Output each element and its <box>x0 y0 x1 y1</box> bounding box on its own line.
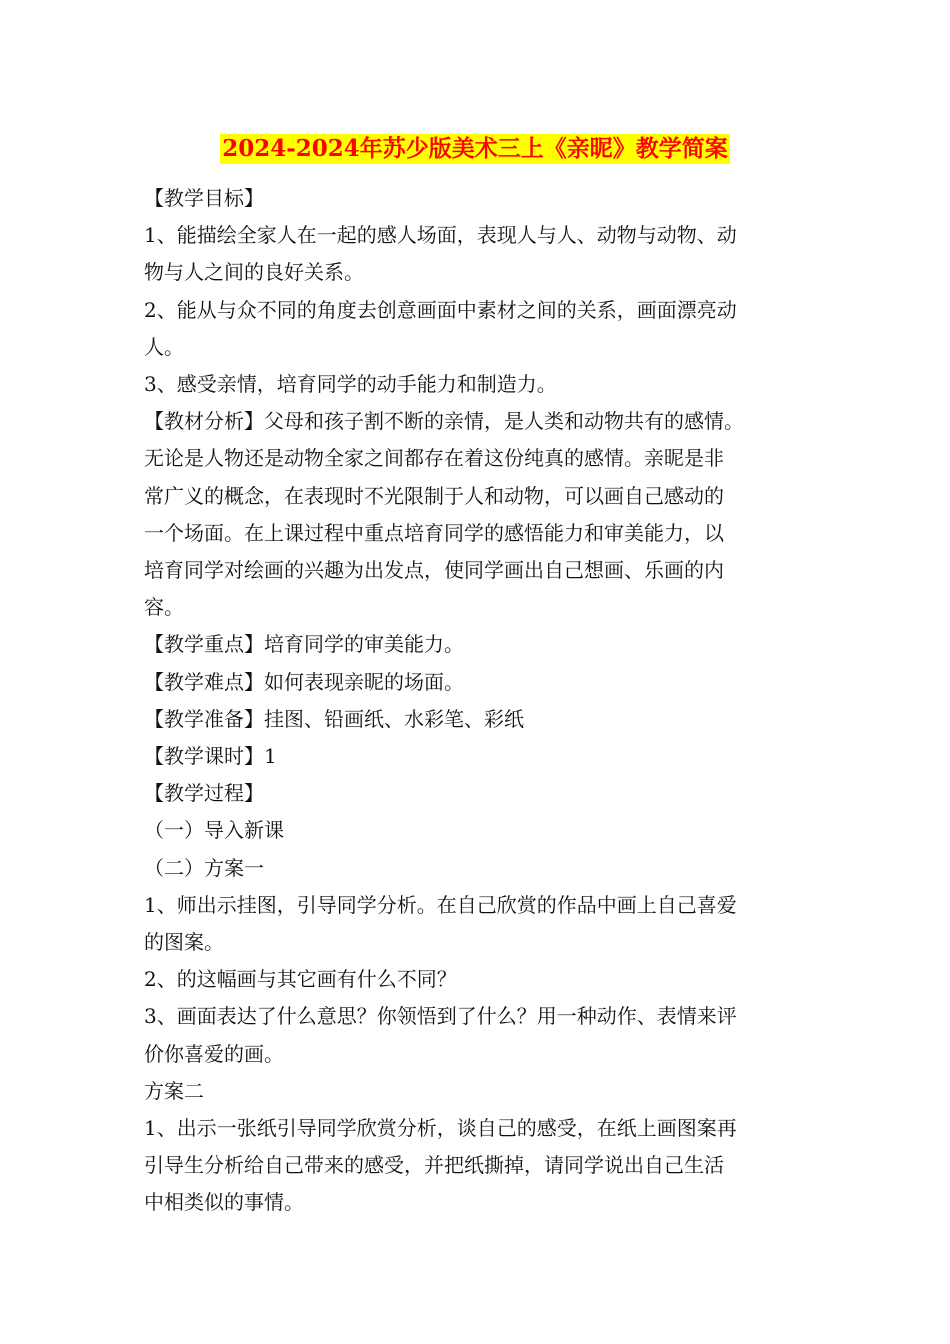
text-line: 【教学目标】 <box>144 186 264 210</box>
text-line: 1、能描绘全家人在一起的感人场面，表现人与人、动物与动物、动 <box>144 223 737 248</box>
text-line: 3、画面表达了什么意思？你领悟到了什么？用一种动作、表情来评 <box>144 1004 737 1029</box>
document-body <box>144 180 814 1222</box>
text-line: 【教材分析】父母和孩子割不断的亲情，是人类和动物共有的感情。 <box>144 409 744 434</box>
text-line: 引导生分析给自己带来的感受，并把纸撕掉，请同学说出自己生活 <box>144 1153 724 1178</box>
text-line: 2、能从与众不同的角度去创意画面中素材之间的关系，画面漂亮动 <box>144 297 737 322</box>
text-line: 容。 <box>144 595 184 620</box>
text-line: 【教学重点】培育同学的审美能力。 <box>144 632 464 657</box>
text-line: 常广义的概念，在表现时不光限制于人和动物，可以画自己感动的 <box>144 483 724 508</box>
text-line: 1、出示一张纸引导同学欣赏分析，谈自己的感受，在纸上画图案再 <box>144 1116 737 1141</box>
text-line: 一个场面。在上课过程中重点培育同学的感悟能力和审美能力，以 <box>144 520 724 545</box>
text-line: 培育同学对绘画的兴趣为出发点，使同学画出自己想画、乐画的内 <box>144 558 724 583</box>
text-line: 3、感受亲情，培育同学的动手能力和制造力。 <box>144 372 557 397</box>
text-line: 价你喜爱的画。 <box>144 1041 284 1066</box>
text-line: 物与人之间的良好关系。 <box>144 260 364 285</box>
text-line: 人。 <box>144 334 184 359</box>
text-line: 【教学过程】 <box>144 781 264 806</box>
text-line: 方案二 <box>144 1078 204 1103</box>
text-line: 的图案。 <box>144 930 224 955</box>
text-line: 【教学准备】挂图、铅画纸、水彩笔、彩纸 <box>144 706 524 731</box>
text-line: 1、师出示挂图，引导同学分析。在自己欣赏的作品中画上自己喜爱 <box>144 892 737 917</box>
document-title: 2024-2024年苏少版美术三上《亲昵》教学简案 <box>222 135 728 162</box>
text-line: 中相类似的事情。 <box>144 1190 304 1215</box>
title-container <box>0 134 950 164</box>
text-line: （二）方案一 <box>144 855 264 880</box>
text-line: 无论是人物还是动物全家之间都存在着这份纯真的感情。亲昵是非 <box>144 446 724 471</box>
text-line: （一）导入新课 <box>144 818 284 843</box>
text-line: 2、的这幅画与其它画有什么不同？ <box>144 967 457 992</box>
text-line: 【教学难点】如何表现亲昵的场面。 <box>144 669 464 694</box>
text-line: 【教学课时】1 <box>144 744 277 769</box>
